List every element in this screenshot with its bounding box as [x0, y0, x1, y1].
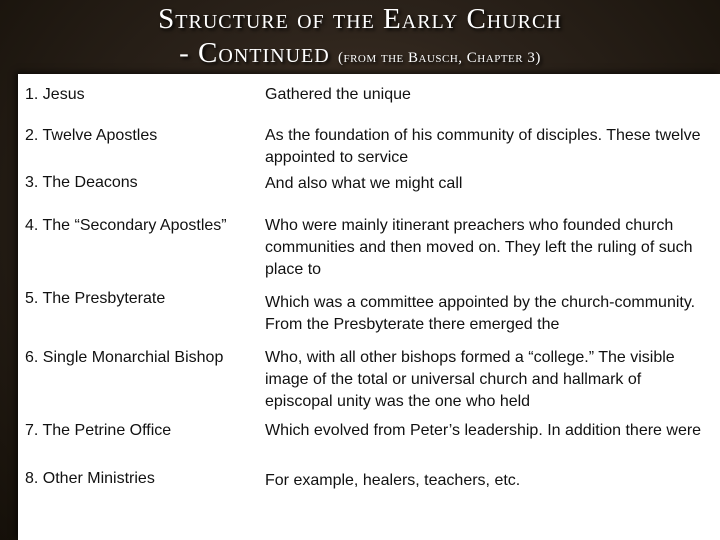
title-continued: - Continued — [179, 37, 330, 69]
row-description: Gathered the unique — [265, 86, 411, 103]
church-structure-table — [18, 74, 720, 540]
row-description: For example, healers, teachers, etc. — [265, 472, 521, 489]
row-label: 8. Other Ministries — [25, 470, 155, 487]
title-line-1: Structure of the Early Church — [158, 3, 562, 35]
row-label: 2. Twelve Apostles — [25, 127, 158, 144]
row-label: 1. Jesus — [25, 86, 85, 103]
row-description: Which was a committee appointed by the church-community. From the Presbyterate there emerged the — [265, 294, 696, 333]
row-label: 4. The “Secondary Apostles” — [25, 217, 227, 234]
row-description: Who were mainly itinerant preachers who founded church communities and then moved on. They left the ruling of such place to — [265, 217, 693, 278]
row-description: And also what we might call — [265, 175, 463, 192]
row-label: 5. The Presbyterate — [25, 290, 166, 307]
title-line-2 — [0, 36, 720, 75]
row-description: As the foundation of his community of disciples. These twelve appointed to service — [265, 127, 701, 166]
row-description: Who, with all other bishops formed a “college.” The visible image of the total or universal church and hallmark of episcopal unity was the one who held — [265, 349, 675, 410]
title-source-note: (from the Bausch, Chapter 3) — [337, 50, 541, 66]
row-label: 7. The Petrine Office — [25, 422, 172, 439]
row-description: Which evolved from Peter’s leadership. In addition there were — [265, 422, 702, 439]
row-label: 6. Single Monarchial Bishop — [25, 349, 224, 366]
row-label: 3. The Deacons — [25, 174, 138, 191]
